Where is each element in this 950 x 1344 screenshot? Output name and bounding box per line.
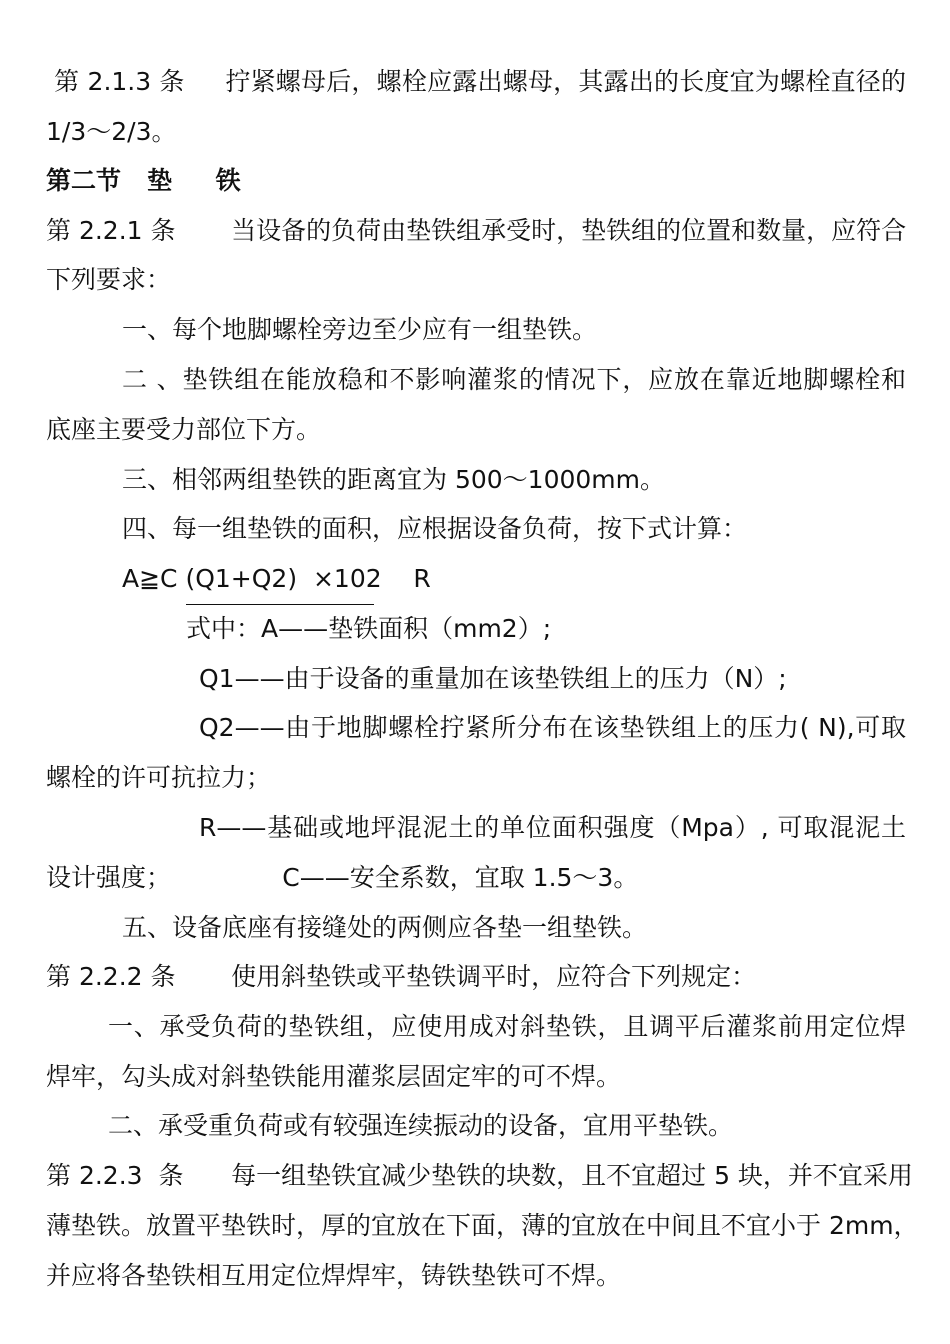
item-2-line-1: 二 、垫铁组在能放稳和不影响灌浆的情况下，应放在靠近地脚螺栓和 bbox=[122, 365, 906, 394]
formula-where-q2-line-1: Q2——由于地脚螺栓拧紧所分布在该垫铁组上的压力( N),可取 bbox=[199, 713, 906, 742]
item-5: 五、设备底座有接缝处的两侧应各垫一组垫铁。 bbox=[122, 913, 648, 942]
clause-2-1-3-line-1: 第 2.1.3 条 拧紧螺母后，螺栓应露出螺母，其露出的长度宜为螺栓直径的 bbox=[46, 67, 906, 96]
formula-where-r-c-line-2: 设计强度； C——安全系数，宜取 1.5～3。 bbox=[46, 863, 639, 892]
clause-2-2-2-item-1-line-2: 焊牢，勾头成对斜垫铁能用灌浆层固定牢的可不焊。 bbox=[46, 1062, 622, 1091]
clause-2-2-2-line-1: 第 2.2.2 条 使用斜垫铁或平垫铁调平时，应符合下列规定： bbox=[46, 962, 757, 991]
clause-2-2-2-item-2: 二、承受重负荷或有较强连续振动的设备，宜用平垫铁。 bbox=[108, 1111, 734, 1140]
clause-2-2-3-line-1: 第 2.2.3 条 每一组垫铁宜减少垫铁的块数，且不宜超过 5 块，并不宜采用 bbox=[46, 1161, 913, 1190]
section-heading: 第二节 垫 铁 bbox=[46, 166, 241, 195]
clause-2-2-2-item-1-line-1: 一、承受负荷的垫铁组，应使用成对斜垫铁，且调平后灌浆前用定位焊 bbox=[108, 1012, 906, 1041]
clause-2-2-3-line-3: 并应将各垫铁相互用定位焊焊牢，铸铁垫铁可不焊。 bbox=[46, 1261, 622, 1290]
formula: A≧C (Q1+Q2) ×102 R bbox=[122, 564, 431, 593]
item-1: 一、每个地脚螺栓旁边至少应有一组垫铁。 bbox=[122, 315, 598, 344]
formula-where-a: 式中：A——垫铁面积（mm2）; bbox=[186, 614, 552, 643]
clause-2-2-3-line-2: 薄垫铁。放置平垫铁时，厚的宜放在下面，薄的宜放在中间且不宜小于 2mm， bbox=[46, 1211, 919, 1240]
clause-2-2-1-line-1: 第 2.2.1 条 当设备的负荷由垫铁组承受时，垫铁组的位置和数量，应符合 bbox=[46, 216, 907, 245]
formula-where-q1: Q1——由于设备的重量加在该垫铁组上的压力（N）; bbox=[199, 664, 787, 693]
item-2-line-2: 底座主要受力部位下方。 bbox=[46, 415, 322, 444]
item-3: 三、相邻两组垫铁的距离宜为 500～1000mm。 bbox=[122, 465, 665, 494]
formula-fraction-bar bbox=[186, 604, 374, 605]
item-4: 四、每一组垫铁的面积，应根据设备负荷，按下式计算： bbox=[122, 514, 748, 543]
clause-2-1-3-line-2: 1/3～2/3。 bbox=[46, 117, 177, 146]
formula-where-r-line-1: R——基础或地坪混泥土的单位面积强度（Mpa）, 可取混泥土 bbox=[199, 813, 906, 842]
clause-2-2-1-line-2: 下列要求： bbox=[46, 265, 172, 294]
formula-where-q2-line-2: 螺栓的许可抗拉力； bbox=[46, 763, 272, 792]
